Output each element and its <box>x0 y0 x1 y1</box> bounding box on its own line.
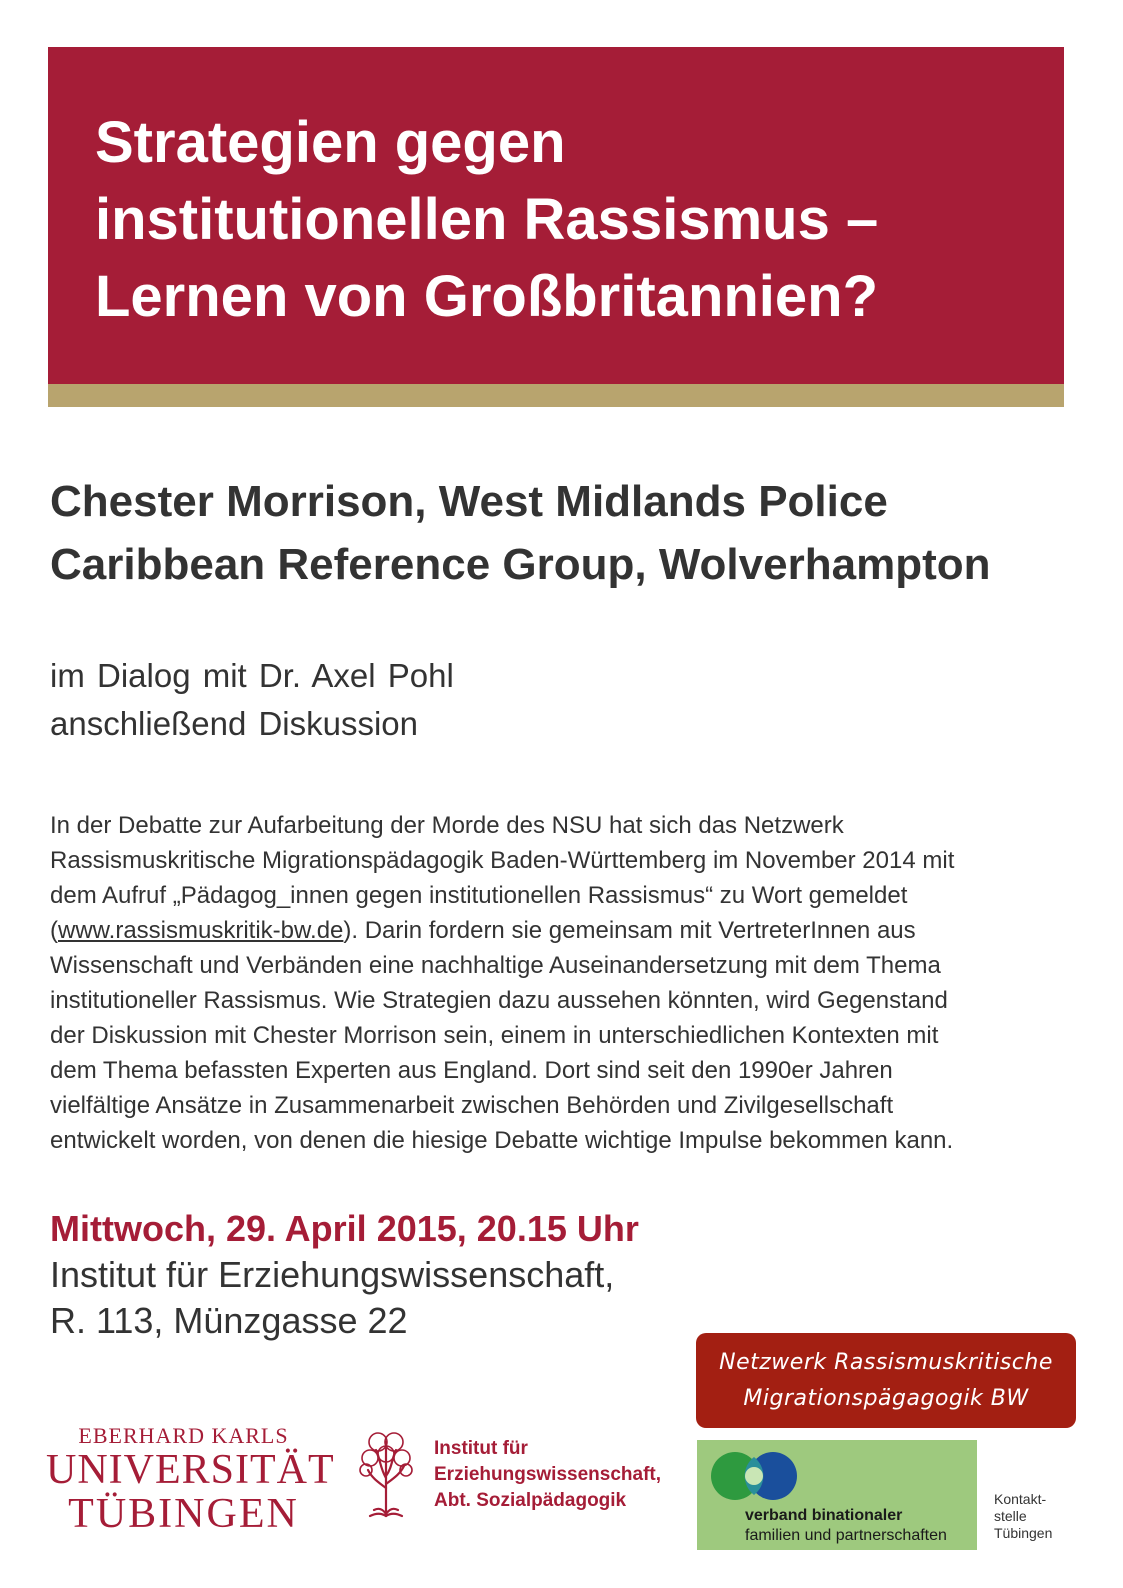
description-line: vielfältige Ansätze in Zusammenarbeit zwischen Behörden und Zivilgesellschaft <box>50 1092 894 1119</box>
university-line-3: TÜBINGEN <box>68 1491 299 1537</box>
netzwerk-line: Migrationspägagogik BW <box>743 1386 1029 1411</box>
university-line-1: EBERHARD KARLS <box>78 1423 289 1448</box>
speaker-line: Caribbean Reference Group, Wolverhampton <box>50 540 991 589</box>
venue-line: R. 113, Münzgasse 22 <box>50 1300 408 1341</box>
kontakt-line: Tübingen <box>994 1525 1053 1541</box>
institut-line: Erziehungswissenschaft, <box>434 1464 662 1485</box>
description-text <box>50 808 1060 1158</box>
title-line: Lernen von Großbritannien? <box>95 264 879 329</box>
verband-line: familien und partnerschaften <box>745 1527 947 1544</box>
description-line: In der Debatte zur Aufarbeitung der Morde des NSU hat sich das Netzwerk <box>50 812 844 839</box>
description-line: institutioneller Rassismus. Wie Strategien dazu aussehen könnten, wird Gegenstand <box>50 987 948 1014</box>
institut-info <box>434 1436 661 1514</box>
dialog-info <box>50 652 454 748</box>
speakers <box>50 470 990 596</box>
event-venue <box>50 1252 614 1344</box>
kontaktstelle-label <box>994 1491 1052 1542</box>
header-stripe <box>48 384 1064 407</box>
title-line: Strategien gegen <box>95 110 566 175</box>
kontakt-line: Kontakt- <box>994 1491 1047 1507</box>
kontakt-line: stelle <box>994 1508 1027 1524</box>
description-line: dem Aufruf „Pädagog_innen gegen institutionellen Rassismus“ zu Wort gemeldet <box>50 882 908 909</box>
dialog-line: anschließend Diskussion <box>50 705 419 742</box>
verband-logo <box>697 1440 977 1550</box>
description-line: Wissenschaft und Verbänden eine nachhaltige Auseinandersetzung mit dem Thema <box>50 952 941 979</box>
paren-open: ( <box>50 917 58 944</box>
netzwerk-logo <box>696 1333 1076 1428</box>
verband-name <box>745 1506 947 1546</box>
tree-icon <box>358 1428 414 1518</box>
description-line: der Diskussion mit Chester Morrison sein, einem in unterschiedlichen Kontexten mit <box>50 1022 939 1049</box>
website-link[interactable]: www.rassismuskritik-bw.de <box>58 917 344 944</box>
university-logo <box>46 1423 335 1537</box>
verband-line: verband binationaler <box>745 1507 903 1524</box>
institut-line: Institut für <box>434 1438 528 1459</box>
title-line: institutionellen Rassismus – <box>95 187 879 252</box>
overlapping-circles-icon <box>705 1446 805 1506</box>
university-line-2: UNIVERSITÄT <box>46 1447 335 1493</box>
dialog-line: im Dialog mit Dr. Axel Pohl <box>50 657 454 694</box>
description-line: Rassismuskritische Migrationspädagogik Baden-Württemberg im November 2014 mit <box>50 847 955 874</box>
description-line: dem Thema befassten Experten aus England. Dort sind seit den 1990er Jahren <box>50 1057 893 1084</box>
institut-line: Abt. Sozialpädagogik <box>434 1490 627 1511</box>
event-title <box>95 104 1035 335</box>
venue-line: Institut für Erziehungswissenschaft, <box>50 1254 615 1295</box>
description-line: entwickelt worden, von denen die hiesige Debatte wichtige Impulse bekommen kann. <box>50 1127 954 1154</box>
description-line <box>50 913 1060 948</box>
event-date: Mittwoch, 29. April 2015, 20.15 Uhr <box>50 1208 639 1249</box>
speaker-line: Chester Morrison, West Midlands Police <box>50 477 888 526</box>
netzwerk-line: Netzwerk Rassismuskritische <box>719 1350 1053 1375</box>
link-suffix: ). Darin fordern sie gemeinsam mit VertreterInnen aus <box>343 917 916 944</box>
